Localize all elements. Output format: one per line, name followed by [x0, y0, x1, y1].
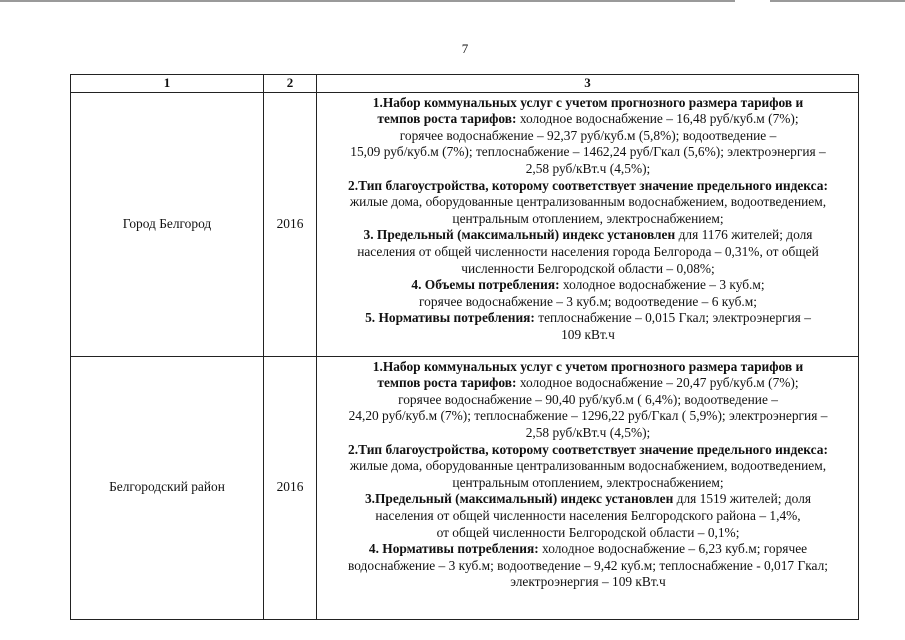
column-header-1: 1 — [71, 75, 264, 93]
description-line — [320, 327, 856, 344]
scan-edge-line — [0, 0, 735, 2]
description-line — [320, 508, 856, 525]
description-line-text: центральным отоплением, электроснабжением; — [452, 210, 724, 226]
description-line-text: теплоснабжение – 0,015 Гкал; электроэнергия – — [534, 310, 811, 326]
description-line — [320, 475, 856, 492]
description-line-text: численности Белгородской области – 0,08%; — [461, 260, 715, 276]
description-line — [320, 491, 856, 508]
description-lines — [317, 93, 858, 344]
page-number: 7 — [461, 41, 469, 56]
description-line — [320, 277, 856, 294]
tariff-table — [70, 74, 859, 620]
year-cell: 2016 — [264, 92, 317, 356]
description-line-text: холодное водоснабжение – 16,48 руб/куб.м (7%); — [516, 111, 799, 127]
description-line — [320, 310, 856, 327]
description-line — [320, 244, 856, 261]
description-line — [320, 227, 856, 244]
year-cell: 2016 — [264, 356, 317, 619]
description-line-text: центральным отоплением, электроснабжением; — [452, 474, 724, 490]
description-line-bold: 3. Предельный (максимальный) индекс установлен — [363, 227, 676, 243]
description-line-text: 15,09 руб/куб.м (7%); теплоснабжение – 1462,24 руб/Гкал (5,6%); электроэнергия – — [350, 144, 826, 160]
description-line-text: электроэнергия – 109 кВт.ч — [510, 574, 666, 590]
description-line-text: жилые дома, оборудованные централизованным водоснабжением, водоотведением, — [349, 458, 827, 474]
description-line — [320, 261, 856, 278]
description-line-text: холодное водоснабжение – 20,47 руб/куб.м (7%); — [516, 375, 799, 391]
description-line-bold: 4. Нормативы потребления: — [368, 541, 539, 557]
description-line — [320, 541, 856, 558]
description-line — [320, 111, 856, 128]
description-line-text: населения от общей численности населения города Белгорода – 0,31%, от общей — [357, 243, 819, 259]
description-line — [320, 95, 856, 112]
description-line-text: от общей численности Белгородской области – 0,1%; — [436, 524, 740, 540]
description-line-bold: 2.Тип благоустройства, которому соответствует значение предельного индекса: — [348, 177, 828, 193]
description-line-text: населения от общей численности населения Белгородского района – 1,4%, — [375, 507, 801, 523]
municipality-cell: Город Белгород — [71, 92, 264, 356]
description-line-text: для 1519 жителей; доля — [673, 491, 812, 507]
table-row — [71, 92, 859, 356]
description-line — [320, 211, 856, 228]
description-line — [320, 442, 856, 459]
description-cell — [317, 92, 859, 356]
description-line — [320, 458, 856, 475]
description-line-bold: 1.Набор коммунальных услуг с учетом прогнозного размера тарифов и — [372, 358, 804, 374]
description-line-text: для 1176 жителей; доля — [675, 227, 813, 243]
description-line — [320, 294, 856, 311]
table-row — [71, 356, 859, 619]
description-line-text: 24,20 руб/куб.м (7%); теплоснабжение – 1296,22 руб/Гкал ( 5,9%); электроэнергия – — [348, 408, 828, 424]
description-line-bold: 4. Объемы потребления: — [411, 277, 560, 293]
description-line — [320, 558, 856, 575]
description-line-bold: 5. Нормативы потребления: — [365, 310, 535, 326]
description-line-bold: 2.Тип благоустройства, которому соответствует значение предельного индекса: — [348, 441, 828, 457]
description-line-bold: 1.Набор коммунальных услуг с учетом прогнозного размера тарифов и — [372, 94, 804, 110]
description-line — [320, 194, 856, 211]
description-line-text: водоснабжение – 3 куб.м; водоотведение – 9,42 куб.м; теплоснабжение - 0,017 Гкал; — [348, 557, 828, 573]
description-line — [320, 178, 856, 195]
description-line — [320, 375, 856, 392]
description-line-bold: темпов роста тарифов: — [377, 111, 517, 127]
description-line-text: холодное водоснабжение – 6,23 куб.м; горячее — [538, 541, 808, 557]
description-line-text: жилые дома, оборудованные централизованным водоснабжением, водоотведением, — [349, 194, 827, 210]
description-line — [320, 161, 856, 178]
description-line — [320, 574, 856, 591]
municipality-cell: Белгородский район — [71, 356, 264, 619]
description-lines — [317, 357, 858, 591]
description-line — [320, 392, 856, 409]
table-header-row — [71, 75, 859, 93]
description-line-text: холодное водоснабжение – 3 куб.м; — [559, 277, 765, 293]
description-line-bold: темпов роста тарифов: — [377, 375, 517, 391]
description-line-text: горячее водоснабжение – 92,37 руб/куб.м (5,8%); водоотведение – — [399, 127, 777, 143]
description-line-text: 2,58 руб/кВт.ч (4,5%); — [525, 160, 651, 176]
description-line — [320, 408, 856, 425]
description-line-text: 2,58 руб/кВт.ч (4,5%); — [525, 424, 651, 440]
description-line-text: горячее водоснабжение – 3 куб.м; водоотведение – 6 куб.м; — [419, 293, 757, 309]
description-line-bold: 3.Предельный (максимальный) индекс установлен — [364, 491, 674, 507]
column-header-2: 2 — [264, 75, 317, 93]
description-line — [320, 359, 856, 376]
description-line — [320, 128, 856, 145]
scan-edge-line — [770, 0, 905, 2]
description-cell — [317, 356, 859, 619]
description-line-text: горячее водоснабжение – 90,40 руб/куб.м ( 6,4%); водоотведение – — [398, 391, 778, 407]
description-line-text: 109 кВт.ч — [561, 326, 615, 342]
description-line — [320, 525, 856, 542]
description-line — [320, 425, 856, 442]
description-line — [320, 144, 856, 161]
column-header-3: 3 — [317, 75, 859, 93]
